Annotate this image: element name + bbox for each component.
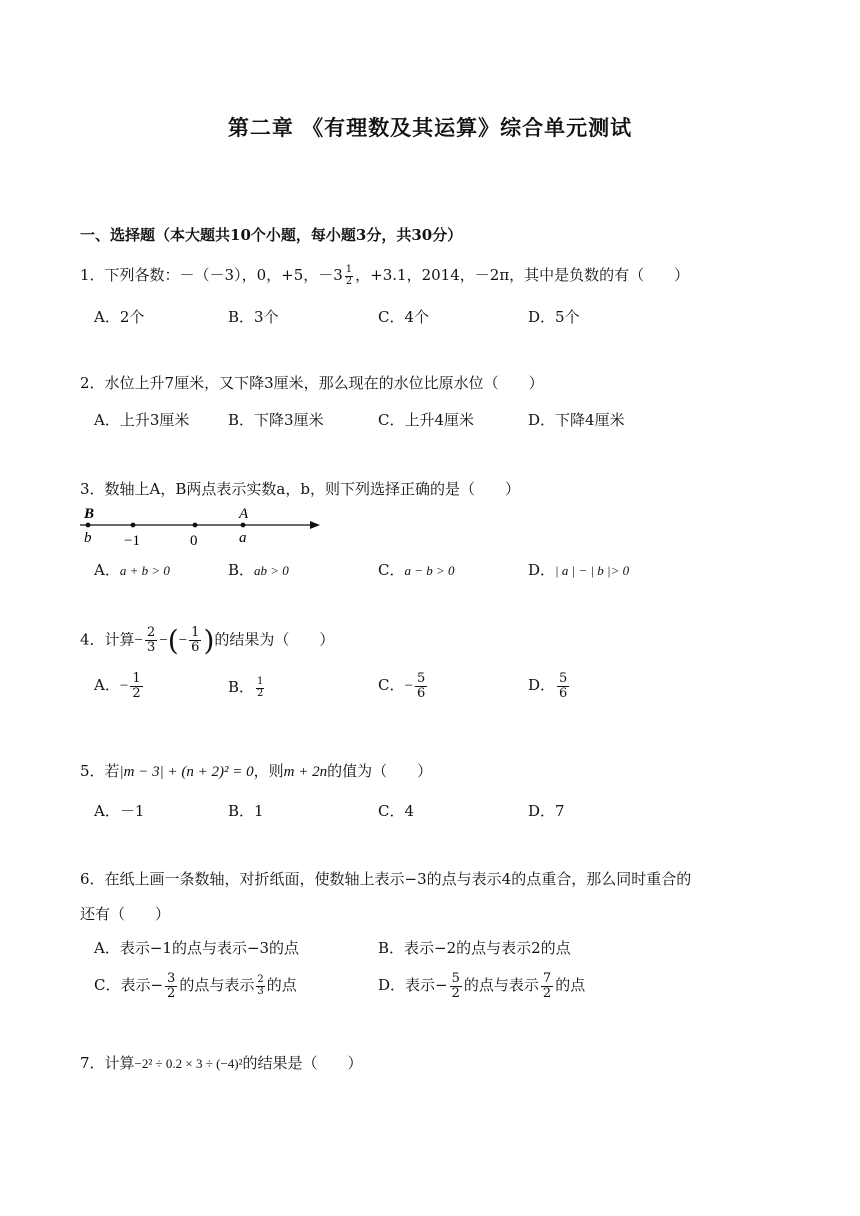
q6-option-b: B．表示−2的点与表示2的点 [378, 939, 571, 957]
fraction-numerator: 2 [257, 974, 264, 986]
option-text: C．表示− [94, 976, 164, 995]
question-5-mid: ，则 [253, 762, 284, 780]
question-4: 4．计算− $\frac{2}{3}$ −(− $\frac{1}{6}$ )的结果为（ ） [80, 624, 335, 657]
question-1 [80, 264, 689, 287]
option-text: 的点 [266, 976, 297, 995]
fraction-denominator: 2 [132, 685, 141, 701]
fraction-numerator: 1 [257, 676, 264, 687]
fraction-2-3 [145, 626, 157, 654]
label-a: a [239, 530, 247, 546]
fraction-numerator: 3 [167, 971, 176, 986]
option-fraction [256, 677, 264, 699]
fraction-denominator: 2 [257, 687, 264, 699]
question-6-line-2: 还有（ ） [80, 905, 171, 923]
q4-option-b [228, 676, 266, 699]
option-fraction [450, 972, 462, 1000]
axis-arrow [310, 521, 320, 529]
question-1-prefix: 1．下列各数：－（－3），0，+5，－3 [80, 266, 343, 284]
question-7-suffix: 的结果是（ ） [242, 1054, 363, 1072]
q5-option-c: C．4 [378, 802, 415, 820]
q2-option-d: D．下降4厘米 [528, 411, 625, 429]
option-text: 的点与表示 [463, 976, 539, 995]
number-line [76, 500, 326, 552]
fraction-numerator: 5 [451, 971, 460, 986]
q4-option-d [528, 672, 571, 700]
option-sign: − [404, 678, 413, 695]
q3-option-a [94, 559, 170, 580]
q3-option-b [228, 559, 289, 580]
question-7-expression: −2² ÷ 0.2 × 3 ÷ (−4)² [134, 1056, 243, 1071]
question-5-equation: |m − 3| + (n + 2)² = 0 [119, 764, 254, 780]
fraction-denominator: 2 [451, 985, 460, 1001]
option-expression: ab > 0 [254, 563, 289, 578]
question-2: 2．水位上升7厘米，又下降3厘米，那么现在的水位比原水位（ ） [80, 374, 544, 392]
option-label: A． [94, 676, 120, 695]
label-neg1: −1 [124, 533, 140, 549]
point-zero [193, 523, 198, 528]
fraction-numerator: 1 [191, 625, 200, 641]
question-4-suffix: 的结果为（ ） [214, 630, 335, 649]
fraction-denominator: 2 [542, 985, 552, 1001]
q1-option-a: A．2个 [94, 308, 145, 326]
q6-option-d [378, 972, 585, 1000]
option-fraction [415, 672, 427, 700]
fraction-1-6 [189, 626, 201, 654]
fraction-numerator: 5 [559, 671, 568, 686]
option-sign: − [119, 678, 129, 695]
q2-option-b: B．下降3厘米 [228, 411, 324, 429]
option-fraction [541, 972, 553, 1000]
point-a [241, 523, 246, 528]
question-5-suffix: 的值为（ ） [327, 762, 433, 780]
question-5-prefix: 5．若 [80, 762, 120, 780]
question-1-mixed-fraction [345, 265, 353, 287]
option-text: 的点与表示 [179, 976, 255, 995]
fraction-denominator: 6 [191, 640, 200, 655]
option-label: B． [228, 561, 255, 579]
question-3: 3．数轴上A，B两点表示实数a，b，则下列选择正确的是（ ） [80, 480, 520, 498]
q1-option-b: B．3个 [228, 308, 279, 326]
option-expression: a + b > 0 [119, 563, 170, 578]
q6-option-c [94, 972, 297, 1000]
q3-option-c [378, 559, 455, 580]
question-1-suffix: ，+3.1，2014，－2π，其中是负数的有（ ） [355, 266, 690, 284]
page-title: 第二章 《有理数及其运算》综合单元测试 [227, 115, 633, 140]
option-label: A． [94, 561, 120, 579]
q5-option-a: A．－1 [94, 802, 145, 820]
question-7-prefix: 7．计算 [80, 1054, 135, 1072]
point-b [86, 523, 91, 528]
fraction-numerator: 5 [416, 671, 426, 686]
q5-option-b: B．1 [228, 802, 264, 820]
fraction-denominator: 2 [345, 275, 353, 287]
label-zero: 0 [190, 533, 198, 549]
fraction-numerator: 7 [542, 971, 552, 986]
option-label: C． [378, 561, 405, 579]
fraction-denominator: 6 [559, 685, 568, 701]
q5-option-d: D．7 [528, 802, 565, 820]
q1-option-c: C．4个 [378, 308, 430, 326]
q2-option-c: C．上升4厘米 [378, 411, 475, 429]
point-neg1 [131, 523, 136, 528]
fraction-denominator: 2 [167, 985, 176, 1001]
question-5 [80, 760, 432, 781]
q2-option-a: A．上升3厘米 [94, 411, 190, 429]
option-text: 的点 [555, 976, 586, 995]
option-label: C． [378, 676, 405, 695]
question-6-line-1: 6．在纸上画一条数轴，对折纸面，使数轴上表示−3的点与表示4的点重合，那么同时重合的 [80, 870, 692, 888]
question-5-expression: m + 2n [283, 764, 328, 780]
q3-option-d [528, 559, 629, 580]
q4-option-a [94, 672, 145, 700]
option-text: D．表示− [378, 976, 448, 995]
fraction-numerator: 1 [132, 671, 141, 686]
option-fraction [130, 672, 142, 700]
option-fraction [256, 975, 264, 997]
label-b: b [84, 530, 92, 546]
option-label: D． [528, 676, 556, 695]
option-label: D． [528, 561, 556, 579]
fraction-numerator: 1 [345, 264, 353, 275]
label-A: A [239, 506, 249, 522]
q4-option-c [378, 672, 429, 700]
section-header: 一、选择题（本大题共10个小题，每小题3分，共30分） [80, 226, 463, 244]
fraction-numerator: 2 [147, 625, 156, 641]
fraction-denominator: 6 [416, 685, 426, 701]
option-expression: a − b > 0 [404, 563, 455, 578]
label-B: B [84, 506, 95, 522]
option-label: B． [228, 678, 255, 696]
option-expression: | a | − | b |> 0 [555, 563, 630, 578]
option-fraction [557, 672, 569, 700]
option-fraction [165, 972, 177, 1000]
fraction-denominator: 3 [147, 640, 156, 655]
question-4-prefix: 4．计算 [80, 630, 135, 649]
fraction-denominator: 3 [257, 985, 264, 997]
q6-option-a: A．表示−1的点与表示−3的点 [94, 939, 300, 957]
q1-option-d: D．5个 [528, 308, 580, 326]
question-7 [80, 1052, 363, 1073]
